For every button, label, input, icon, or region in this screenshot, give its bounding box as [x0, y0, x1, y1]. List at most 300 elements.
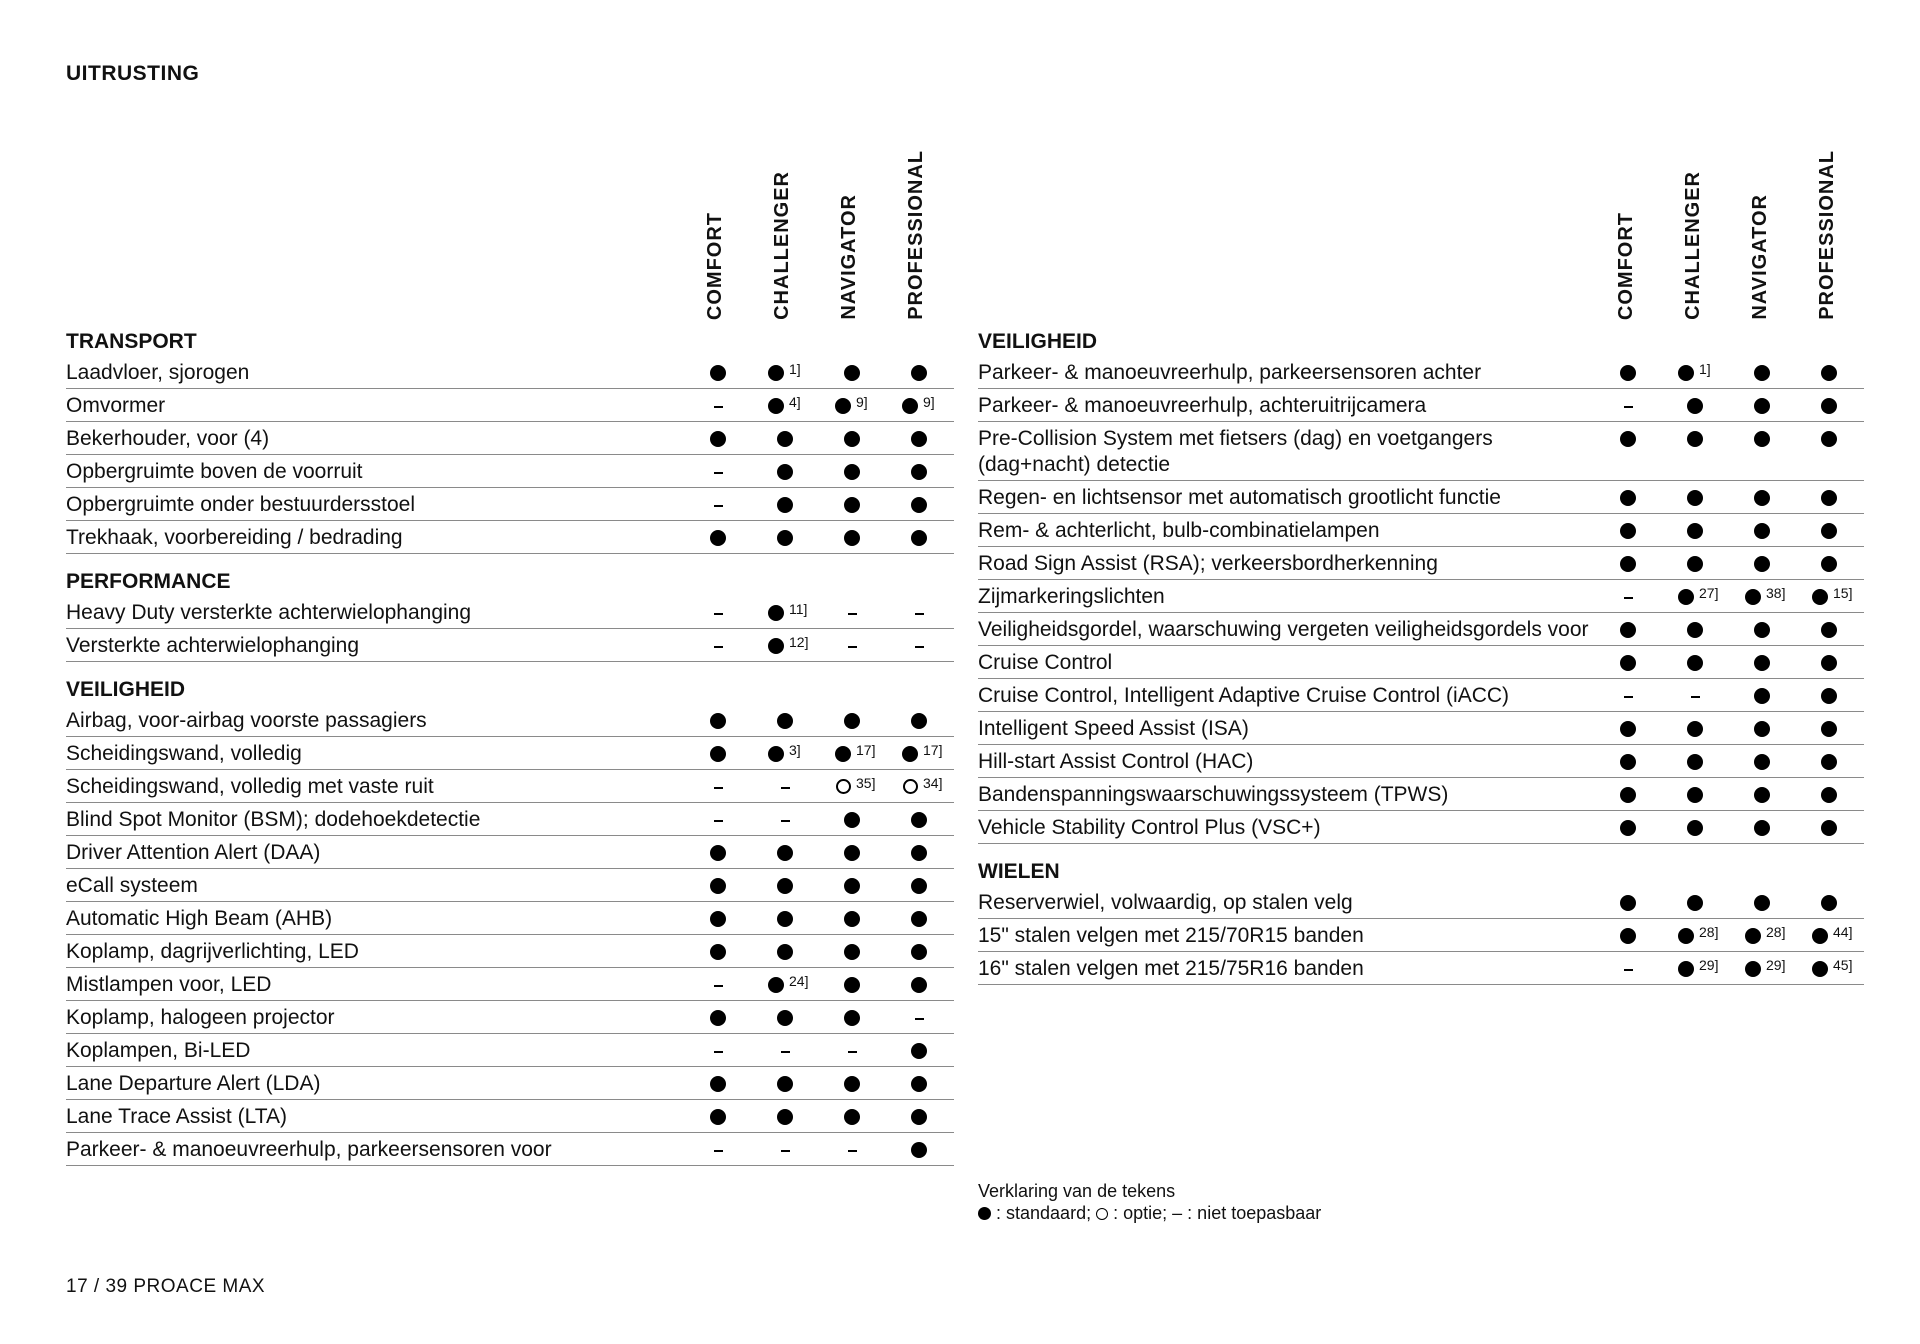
availability-cell [753, 600, 820, 626]
availability-cell [1663, 716, 1730, 742]
standard-dot-icon [911, 1076, 927, 1092]
not-applicable-dash-icon [714, 820, 723, 822]
table-row [66, 968, 954, 1001]
availability-cell [753, 840, 820, 866]
column-header-navigator: NAVIGATOR [837, 194, 860, 320]
standard-dot-icon [777, 845, 793, 861]
availability-cell [887, 426, 954, 452]
footnote-ref: 17] [856, 742, 876, 758]
standard-dot-icon [1821, 688, 1837, 704]
not-applicable-dash-icon [714, 472, 723, 474]
availability-cell [1663, 890, 1730, 916]
availability-cell [887, 708, 954, 734]
availability-cell [1596, 393, 1663, 419]
standard-dot-icon [1754, 787, 1770, 803]
feature-label: Parkeer- & manoeuvreerhulp, parkeersensoren voor [66, 1138, 552, 1161]
availability-cell [887, 840, 954, 866]
availability-cell [686, 525, 753, 551]
availability-cell [820, 1071, 887, 1097]
not-applicable-dash-icon [848, 1051, 857, 1053]
standard-dot-icon [835, 746, 851, 762]
table-row [66, 935, 954, 968]
standard-dot-icon [911, 1109, 927, 1125]
standard-dot-icon [844, 911, 860, 927]
availability-cell [686, 360, 753, 386]
footnote-ref: 9] [856, 394, 868, 410]
page-title: UITRUSTING [66, 62, 200, 85]
standard-dot-icon [1620, 721, 1636, 737]
availability-cell [753, 807, 820, 833]
standard-dot-icon [1812, 928, 1828, 944]
availability-cell [1596, 485, 1663, 511]
availability-cell [686, 972, 753, 998]
feature-label: Bekerhouder, voor (4) [66, 427, 270, 450]
legend-standard: : standaard; [996, 1203, 1092, 1223]
section [978, 858, 1864, 985]
standard-dot-icon [911, 878, 927, 894]
feature-label: eCall systeem [66, 874, 198, 897]
standard-dot-icon [1754, 895, 1770, 911]
standard-dot-icon [902, 398, 918, 414]
feature-label: Automatic High Beam (AHB) [66, 907, 333, 930]
availability-cell [820, 633, 887, 659]
availability-cell [820, 393, 887, 419]
availability-cell [1797, 890, 1864, 916]
availability-cell [1730, 485, 1797, 511]
feature-label: Parkeer- & manoeuvreerhulp, achteruitrijcamera [978, 394, 1427, 417]
standard-dot-icon [911, 911, 927, 927]
table-row [978, 580, 1864, 613]
standard-dot-icon [1821, 721, 1837, 737]
feature-label: Reserverwiel, volwaardig, op stalen velg [978, 891, 1353, 914]
standard-dot-icon [844, 1076, 860, 1092]
column-header-professional: PROFESSIONAL [904, 150, 927, 320]
availability-cell [686, 840, 753, 866]
standard-dot-icon [844, 497, 860, 513]
availability-cell [1730, 551, 1797, 577]
availability-cell [686, 426, 753, 452]
availability-cell [887, 459, 954, 485]
standard-dot-icon [978, 1207, 991, 1220]
availability-cell [686, 1104, 753, 1130]
footnote-ref: 4] [789, 394, 801, 410]
standard-dot-icon [1754, 820, 1770, 836]
availability-cell [1596, 584, 1663, 610]
standard-dot-icon [1754, 688, 1770, 704]
feature-label: Scheidingswand, volledig [66, 742, 302, 765]
standard-dot-icon [902, 746, 918, 762]
feature-label: Parkeer- & manoeuvreerhulp, parkeersensoren achter [978, 361, 1482, 384]
availability-cell [1596, 426, 1663, 452]
availability-cell [753, 633, 820, 659]
standard-dot-icon [1812, 961, 1828, 977]
availability-cell [1797, 617, 1864, 643]
table-row [66, 422, 954, 455]
standard-dot-icon [710, 845, 726, 861]
standard-dot-icon [710, 878, 726, 894]
availability-cell [1663, 617, 1730, 643]
option-circle-icon [836, 779, 851, 794]
availability-cell [820, 972, 887, 998]
availability-cell [820, 840, 887, 866]
availability-cell [887, 360, 954, 386]
standard-dot-icon [710, 365, 726, 381]
availability-cell [887, 492, 954, 518]
standard-dot-icon [1620, 895, 1636, 911]
footnote-ref: 11] [789, 601, 808, 617]
not-applicable-dash-icon [714, 406, 723, 408]
standard-dot-icon [844, 977, 860, 993]
availability-cell [820, 600, 887, 626]
availability-cell [753, 459, 820, 485]
availability-cell [1730, 426, 1797, 452]
standard-dot-icon [911, 812, 927, 828]
availability-cell [1730, 890, 1797, 916]
standard-dot-icon [1687, 721, 1703, 737]
availability-cell [820, 1104, 887, 1130]
feature-label: Omvormer [66, 394, 166, 417]
feature-label: Opbergruimte onder bestuurdersstoel [66, 493, 416, 516]
footnote-ref: 3] [789, 742, 801, 758]
availability-cell [820, 807, 887, 833]
availability-cell [1730, 923, 1797, 949]
availability-cell [887, 1137, 954, 1163]
feature-label: 15" stalen velgen met 215/70R15 banden [978, 924, 1364, 947]
footnote-ref: 17] [923, 742, 943, 758]
table-row [66, 836, 954, 869]
standard-dot-icon [1620, 490, 1636, 506]
standard-dot-icon [1821, 398, 1837, 414]
availability-cell [686, 708, 753, 734]
standard-dot-icon [1821, 622, 1837, 638]
footnote-ref: 12] [789, 634, 809, 650]
standard-dot-icon [1620, 787, 1636, 803]
option-circle-icon [903, 779, 918, 794]
table-row [66, 629, 954, 662]
availability-cell [753, 873, 820, 899]
not-applicable-dash-icon [714, 1051, 723, 1053]
standard-dot-icon [844, 878, 860, 894]
availability-cell [686, 1038, 753, 1064]
standard-dot-icon [1678, 365, 1694, 381]
availability-cell [1797, 551, 1864, 577]
availability-cell [686, 1137, 753, 1163]
standard-dot-icon [1754, 365, 1770, 381]
column-headers-left [66, 150, 954, 320]
standard-dot-icon [1754, 556, 1770, 572]
standard-dot-icon [1678, 589, 1694, 605]
not-applicable-dash-icon [915, 646, 924, 648]
standard-dot-icon [710, 911, 726, 927]
availability-cell [1596, 716, 1663, 742]
standard-dot-icon [768, 398, 784, 414]
column-header-comfort: COMFORT [703, 211, 726, 320]
standard-dot-icon [1620, 820, 1636, 836]
standard-dot-icon [911, 1043, 927, 1059]
not-applicable-dash-icon [1624, 969, 1633, 971]
availability-cell [820, 492, 887, 518]
column-header-challenger: CHALLENGER [770, 171, 793, 320]
standard-dot-icon [1754, 523, 1770, 539]
table-row [978, 745, 1864, 778]
feature-label: Lane Departure Alert (LDA) [66, 1072, 321, 1095]
availability-cell [1596, 551, 1663, 577]
availability-cell [820, 708, 887, 734]
availability-cell [1596, 956, 1663, 982]
standard-dot-icon [1620, 622, 1636, 638]
availability-cell [1730, 360, 1797, 386]
standard-dot-icon [710, 1076, 726, 1092]
availability-cell [1596, 683, 1663, 709]
feature-label: Veiligheidsgordel, waarschuwing vergeten veiligheidsgordels voor [978, 618, 1589, 641]
footnote-ref: 1] [1699, 361, 1711, 377]
standard-dot-icon [844, 530, 860, 546]
availability-cell [686, 393, 753, 419]
availability-cell [686, 633, 753, 659]
standard-dot-icon [1754, 398, 1770, 414]
standard-dot-icon [1754, 721, 1770, 737]
availability-cell [686, 741, 753, 767]
footnote-ref: 34] [923, 775, 943, 791]
availability-cell [1797, 518, 1864, 544]
standard-dot-icon [1687, 787, 1703, 803]
availability-cell [753, 1071, 820, 1097]
availability-cell [1730, 749, 1797, 775]
availability-cell [686, 906, 753, 932]
availability-cell [1797, 815, 1864, 841]
table-row [66, 1001, 954, 1034]
standard-dot-icon [1620, 523, 1636, 539]
standard-dot-icon [911, 431, 927, 447]
table-row [66, 389, 954, 422]
feature-label: Rem- & achterlicht, bulb-combinatielampen [978, 519, 1380, 542]
feature-label: Blind Spot Monitor (BSM); dodehoekdetectie [66, 808, 481, 831]
column-header-comfort: COMFORT [1614, 211, 1637, 320]
footnote-ref: 28] [1766, 924, 1786, 940]
standard-dot-icon [1821, 365, 1837, 381]
standard-dot-icon [1754, 622, 1770, 638]
availability-cell [753, 1038, 820, 1064]
standard-dot-icon [710, 1109, 726, 1125]
standard-dot-icon [1745, 961, 1761, 977]
feature-label: Versterkte achterwielophanging [66, 634, 360, 657]
not-applicable-dash-icon [1624, 406, 1633, 408]
standard-dot-icon [1687, 754, 1703, 770]
availability-cell [887, 600, 954, 626]
feature-label: 16" stalen velgen met 215/75R16 banden [978, 957, 1364, 980]
availability-cell [1663, 360, 1730, 386]
standard-dot-icon [1754, 490, 1770, 506]
standard-dot-icon [777, 713, 793, 729]
table-row [66, 1100, 954, 1133]
footnote-ref: 28] [1699, 924, 1719, 940]
table-row [66, 737, 954, 770]
availability-cell [820, 906, 887, 932]
availability-cell [1663, 393, 1730, 419]
availability-cell [887, 774, 954, 800]
not-applicable-dash-icon [915, 613, 924, 615]
standard-dot-icon [911, 1142, 927, 1158]
table-row [66, 596, 954, 629]
availability-cell [887, 1005, 954, 1031]
column-headers-right [978, 150, 1864, 320]
availability-cell [820, 525, 887, 551]
standard-dot-icon [911, 365, 927, 381]
standard-dot-icon [911, 944, 927, 960]
availability-cell [1797, 393, 1864, 419]
footnote-ref: 29] [1699, 957, 1719, 973]
availability-cell [887, 741, 954, 767]
not-applicable-dash-icon [781, 1150, 790, 1152]
standard-dot-icon [844, 365, 860, 381]
standard-dot-icon [835, 398, 851, 414]
feature-label: Pre-Collision System met fietsers (dag) en voetgangers (dag+nacht) detectie [978, 427, 1493, 476]
availability-cell [1596, 360, 1663, 386]
availability-cell [753, 1137, 820, 1163]
standard-dot-icon [1745, 589, 1761, 605]
standard-dot-icon [1620, 754, 1636, 770]
table-row [978, 422, 1864, 481]
not-applicable-dash-icon [714, 505, 723, 507]
availability-cell [686, 873, 753, 899]
availability-cell [1797, 360, 1864, 386]
column-header-professional: PROFESSIONAL [1815, 150, 1838, 320]
standard-dot-icon [1620, 365, 1636, 381]
availability-cell [1730, 683, 1797, 709]
table-row [66, 356, 954, 389]
table-row [66, 1133, 954, 1166]
standard-dot-icon [1687, 490, 1703, 506]
standard-dot-icon [1754, 754, 1770, 770]
availability-cell [686, 1005, 753, 1031]
feature-label: Koplamp, dagrijverlichting, LED [66, 940, 359, 963]
standard-dot-icon [777, 431, 793, 447]
standard-dot-icon [1678, 928, 1694, 944]
table-row [66, 1067, 954, 1100]
section-title: VEILIGHEID [66, 678, 186, 701]
table-row [978, 778, 1864, 811]
not-applicable-dash-icon [1624, 696, 1633, 698]
standard-dot-icon [1821, 820, 1837, 836]
standard-dot-icon [911, 713, 927, 729]
table-row [978, 356, 1864, 389]
standard-dot-icon [1687, 556, 1703, 572]
table-row [978, 613, 1864, 646]
standard-dot-icon [777, 1109, 793, 1125]
standard-dot-icon [1821, 655, 1837, 671]
availability-cell [1596, 890, 1663, 916]
availability-cell [1797, 956, 1864, 982]
standard-dot-icon [1687, 655, 1703, 671]
standard-dot-icon [777, 911, 793, 927]
table-row [66, 869, 954, 902]
availability-cell [1596, 782, 1663, 808]
availability-cell [686, 807, 753, 833]
table-row [66, 488, 954, 521]
availability-cell [820, 1137, 887, 1163]
standard-dot-icon [911, 977, 927, 993]
table-row [66, 455, 954, 488]
availability-cell [887, 393, 954, 419]
feature-label: Opbergruimte boven de voorruit [66, 460, 363, 483]
section-title: WIELEN [978, 860, 1060, 883]
availability-cell [887, 525, 954, 551]
section [66, 568, 954, 662]
availability-cell [753, 906, 820, 932]
section-title: VEILIGHEID [978, 330, 1098, 353]
table-row [66, 1034, 954, 1067]
availability-cell [686, 774, 753, 800]
availability-cell [753, 774, 820, 800]
availability-cell [753, 1005, 820, 1031]
table-row [66, 803, 954, 836]
table-row [978, 481, 1864, 514]
feature-label: Mistlampen voor, LED [66, 973, 272, 996]
legend-items [978, 1202, 1321, 1224]
option-circle-icon [1096, 1208, 1108, 1220]
availability-cell [1596, 518, 1663, 544]
availability-cell [753, 741, 820, 767]
availability-cell [753, 708, 820, 734]
standard-dot-icon [1812, 589, 1828, 605]
footnote-ref: 44] [1833, 924, 1853, 940]
table-row [66, 770, 954, 803]
availability-cell [820, 1005, 887, 1031]
availability-cell [1663, 584, 1730, 610]
section [978, 328, 1864, 844]
feature-label: Koplamp, halogeen projector [66, 1006, 335, 1029]
feature-label: Cruise Control [978, 651, 1113, 674]
standard-dot-icon [777, 878, 793, 894]
availability-cell [820, 741, 887, 767]
table-row [978, 679, 1864, 712]
feature-label: Regen- en lichtsensor met automatisch grootlicht functie [978, 486, 1501, 509]
feature-label: Bandenspanningswaarschuwingssysteem (TPWS) [978, 783, 1449, 806]
availability-cell [1663, 485, 1730, 511]
availability-cell [753, 525, 820, 551]
standard-dot-icon [1687, 398, 1703, 414]
availability-cell [753, 492, 820, 518]
availability-cell [1797, 485, 1864, 511]
availability-cell [1797, 782, 1864, 808]
standard-dot-icon [911, 845, 927, 861]
standard-dot-icon [710, 530, 726, 546]
not-applicable-dash-icon [714, 787, 723, 789]
standard-dot-icon [710, 431, 726, 447]
availability-cell [1730, 815, 1797, 841]
table-row [66, 902, 954, 935]
availability-cell [1596, 749, 1663, 775]
feature-label: Driver Attention Alert (DAA) [66, 841, 321, 864]
availability-cell [753, 1104, 820, 1130]
not-applicable-dash-icon [781, 787, 790, 789]
feature-label: Trekhaak, voorbereiding / bedrading [66, 526, 403, 549]
availability-cell [1663, 551, 1730, 577]
standard-dot-icon [844, 812, 860, 828]
feature-label: Cruise Control, Intelligent Adaptive Cruise Control (iACC) [978, 684, 1510, 707]
left-sections [66, 328, 954, 1166]
availability-cell [1663, 518, 1730, 544]
standard-dot-icon [777, 464, 793, 480]
availability-cell [1663, 426, 1730, 452]
standard-dot-icon [844, 464, 860, 480]
availability-cell [820, 939, 887, 965]
standard-dot-icon [1620, 928, 1636, 944]
table-row [66, 704, 954, 737]
standard-dot-icon [1687, 622, 1703, 638]
standard-dot-icon [1821, 490, 1837, 506]
availability-cell [1730, 584, 1797, 610]
